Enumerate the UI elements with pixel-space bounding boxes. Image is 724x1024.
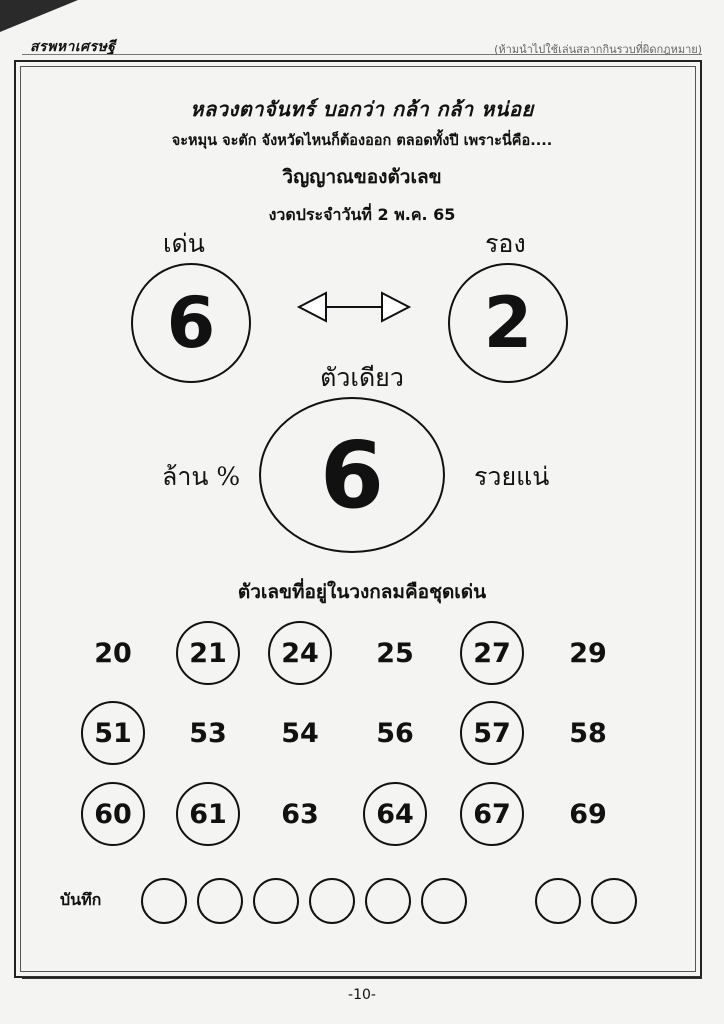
secondary-label: รอง — [485, 229, 526, 258]
left-caption: ล้าน % — [162, 462, 241, 491]
corner-mark — [0, 0, 78, 32]
subheadline: จะหมุน จะตัก จังหวัดไหนก็ต้องออก ตลอดทั้งปี เพราะนี่คือ.... — [171, 133, 553, 149]
double-arrow-icon — [296, 287, 412, 327]
memo-circle — [535, 878, 581, 924]
single-number-circle: 6 — [259, 397, 445, 553]
number: 69 — [569, 798, 607, 830]
circled-number: 64 — [363, 782, 427, 846]
number: 25 — [376, 637, 414, 669]
page-number: -10- — [348, 987, 376, 1003]
circled-number: 21 — [176, 621, 240, 685]
secondary-number-circle: 2 — [448, 263, 568, 383]
lead-number-circle: 6 — [131, 263, 251, 383]
bottom-rule — [22, 976, 702, 979]
number: 63 — [281, 798, 319, 830]
memo-circle — [197, 878, 243, 924]
right-caption: รวยแน่ — [474, 462, 550, 491]
circled-number: 67 — [460, 782, 524, 846]
number: 58 — [569, 717, 607, 749]
number: 20 — [94, 637, 132, 669]
circled-number: 27 — [460, 621, 524, 685]
lead-label: เด่น — [163, 229, 205, 258]
memo-circle — [309, 878, 355, 924]
memo-circle — [253, 878, 299, 924]
brand-title: สรพหาเศรษฐี — [30, 39, 116, 55]
headline: หลวงตาจันทร์ บอกว่า กล้า กล้า หน่อย — [190, 97, 534, 121]
circled-number: 51 — [81, 701, 145, 765]
memo-circle — [141, 878, 187, 924]
circled-number: 24 — [268, 621, 332, 685]
circled-number: 57 — [460, 701, 524, 765]
number: 54 — [281, 717, 319, 749]
number: 53 — [189, 717, 227, 749]
circled-number: 60 — [81, 782, 145, 846]
memo-label: บันทึก — [60, 890, 102, 909]
memo-circle — [421, 878, 467, 924]
memo-circle — [365, 878, 411, 924]
circled-number: 61 — [176, 782, 240, 846]
header-rule — [22, 54, 702, 55]
draw-date: งวดประจำวันที่ 2 พ.ค. 65 — [268, 205, 456, 224]
spirit-title: วิญญาณของตัวเลข — [282, 166, 442, 188]
memo-circle — [591, 878, 637, 924]
disclaimer: (ห้ามนำไปใช้เล่นสลากกินรวบที่ผิดกฎหมาย) — [494, 43, 702, 56]
number: 56 — [376, 717, 414, 749]
single-label: ตัวเดียว — [320, 363, 404, 392]
circles-heading: ตัวเลขที่อยู่ในวงกลมคือชุดเด่น — [237, 581, 487, 603]
number: 29 — [569, 637, 607, 669]
